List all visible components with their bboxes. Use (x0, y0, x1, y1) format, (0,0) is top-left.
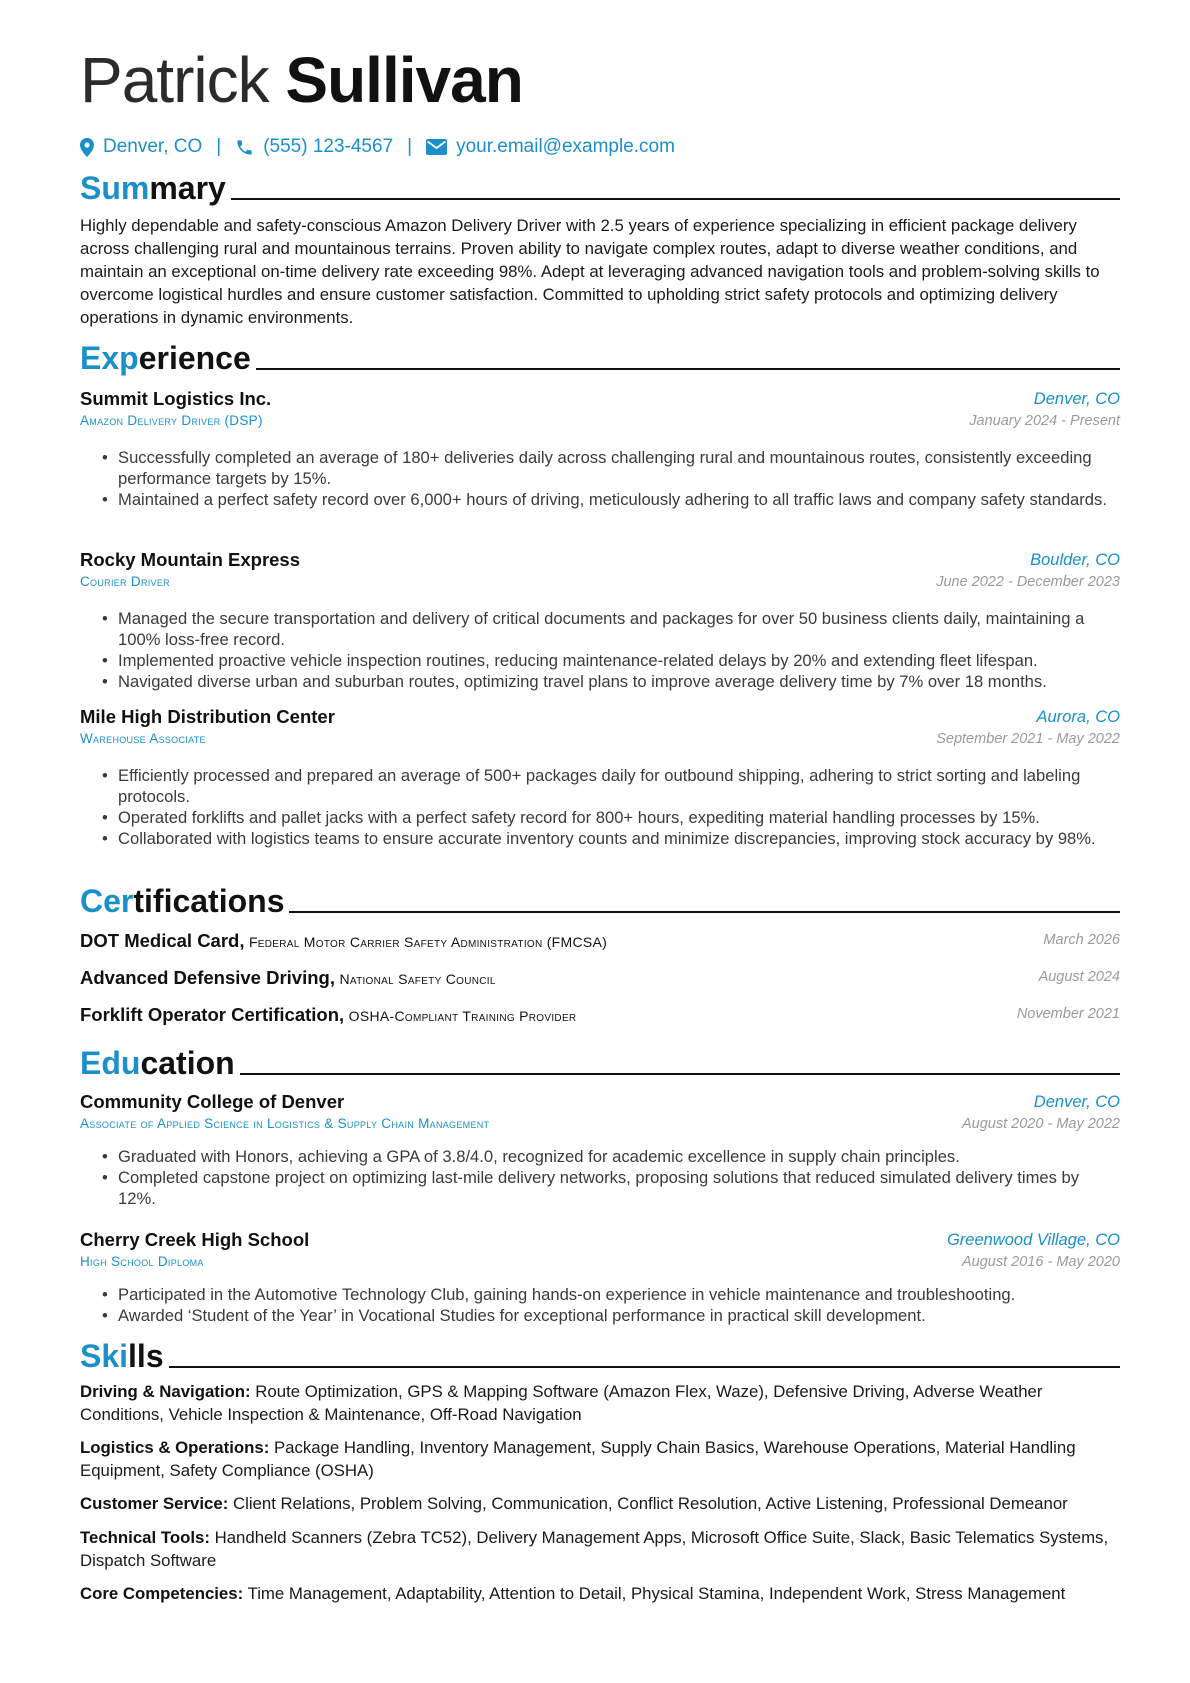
skill-group-label: Logistics & Operations: (80, 1438, 270, 1457)
heading-rule (169, 1366, 1120, 1368)
bullet-list (80, 1146, 1120, 1209)
certification-item: Advanced Defensive Driving, National Safety Council August 2024 (80, 967, 1120, 988)
map-pin-icon (80, 138, 94, 157)
experience-heading (80, 337, 1120, 377)
bullet-list (80, 1284, 1120, 1326)
school-name: Cherry Creek High School (80, 1229, 310, 1250)
degree: Associate of Applied Science in Logistics & Supply Chain Management (80, 1116, 490, 1131)
heading-rest: cation (140, 1045, 235, 1081)
phone-icon (235, 138, 254, 157)
bullet-item: • Implemented proactive vehicle inspection routines, reducing maintenance-related delays by 20% and extending fleet lifespan. (80, 650, 1120, 671)
location-text: Denver, CO (103, 136, 203, 157)
education-dates: August 2016 - May 2020 (962, 1254, 1120, 1270)
certification-item: Forklift Operator Certification, OSHA-Compliant Training Provider November 2021 (80, 1004, 1120, 1025)
heading-accent: Cer (80, 883, 134, 919)
bullet-item: • Successfully completed an average of 180+ deliveries daily across challenging rural and mountainous routes, consistently exceeding performance targets by 15%. (80, 447, 1120, 489)
bullet-item: • Operated forklifts and pallet jacks with a perfect safety record for 800+ hours, expediting material handling processes by 15%. (80, 807, 1120, 828)
bullet-item: • Maintained a perfect safety record over 6,000+ hours of driving, meticulously adhering to all traffic laws and company safety standards. (80, 489, 1120, 510)
education-dates: August 2020 - May 2022 (962, 1116, 1120, 1132)
employer-location: Denver, CO (1033, 390, 1120, 408)
job-dates: June 2022 - December 2023 (936, 574, 1120, 590)
job-title: Courier Driver (80, 574, 170, 589)
phone-text[interactable]: (555) 123-4567 (263, 136, 394, 157)
heading-rule (289, 911, 1120, 913)
certification-issuer: Federal Motor Carrier Safety Administration (FMCSA) (248, 934, 608, 950)
last-name: Sullivan (285, 44, 523, 116)
skill-group (80, 1492, 1120, 1515)
certification-issuer: National Safety Council (339, 971, 496, 987)
bullet-list (80, 608, 1120, 692)
bullet-list (80, 765, 1120, 849)
bullet-list (80, 447, 1120, 510)
contact-separator: | (407, 136, 413, 157)
heading-rest: mary (149, 170, 226, 206)
contact-email[interactable] (426, 136, 675, 158)
skills-heading (80, 1335, 1120, 1375)
job-dates: January 2024 - Present (969, 413, 1120, 429)
employer-location: Aurora, CO (1036, 708, 1120, 726)
skill-group (80, 1582, 1120, 1605)
heading-rule (256, 368, 1120, 370)
heading-accent: Sum (80, 170, 150, 206)
skill-group-items: Package Handling, Inventory Management, Supply Chain Basics, Warehouse Operations, Material Handling Equipment, Safety Compliance (OSHA) (80, 1438, 1076, 1480)
skill-group-label: Driving & Navigation: (80, 1382, 251, 1401)
skill-group (80, 1526, 1120, 1572)
email-link[interactable]: your.email@example.com (456, 136, 675, 157)
school-location: Denver, CO (1033, 1093, 1120, 1111)
candidate-name (80, 42, 523, 118)
certification-name: Forklift Operator Certification (80, 1004, 340, 1025)
contact-phone[interactable] (235, 136, 393, 158)
skill-group-label: Core Competencies: (80, 1584, 244, 1603)
skill-group-items: Handheld Scanners (Zebra TC52), Delivery Management Apps, Microsoft Office Suite, Slack, Basic Telematics Systems, Dispatch Software (80, 1528, 1109, 1570)
heading-accent: Exp (80, 340, 139, 376)
employer-name: Summit Logistics Inc. (80, 388, 272, 409)
certifications-heading (80, 880, 1120, 920)
job-title: Warehouse Associate (80, 731, 206, 746)
certification-issuer: OSHA-Compliant Training Provider (348, 1008, 577, 1024)
bullet-item: • Navigated diverse urban and suburban routes, optimizing travel plans to improve average delivery time by 7% over 18 months. (80, 671, 1120, 692)
certification-name: DOT Medical Card (80, 930, 240, 951)
bullet-item: • Completed capstone project on optimizing last-mile delivery networks, proposing solutions that reduced simulated delivery times by 12%. (80, 1167, 1120, 1209)
employer-name: Mile High Distribution Center (80, 706, 335, 727)
employer-location: Boulder, CO (1030, 551, 1120, 569)
education-heading (80, 1042, 1120, 1082)
certification-item: DOT Medical Card, Federal Motor Carrier Safety Administration (FMCSA) March 2026 (80, 930, 1120, 951)
envelope-icon (426, 139, 447, 155)
heading-accent: Edu (80, 1045, 141, 1081)
job-dates: September 2021 - May 2022 (936, 731, 1120, 747)
certification-name: Advanced Defensive Driving (80, 967, 330, 988)
summary-text: Highly dependable and safety-conscious Amazon Delivery Driver with 2.5 years of experience specializing in efficient package delivery across challenging rural and mountainous terrains. Proven ability to navigate complex routes, adapt to diverse weather conditions, and maintain an exceptional on-time delivery rate exceeding 98%. Adept at leveraging advanced navigation tools and problem-solving skills to overcome logistical hurdles and ensure customer satisfaction. Committed to upholding strict safety protocols and optimizing delivery operations in dynamic environments. (80, 216, 1100, 327)
skill-group-label: Technical Tools: (80, 1528, 210, 1547)
bullet-item: • Graduated with Honors, achieving a GPA of 3.8/4.0, recognized for academic excellence in supply chain principles. (80, 1146, 1120, 1167)
contact-separator: | (216, 136, 222, 157)
bullet-item: • Awarded ‘Student of the Year’ in Vocational Studies for exceptional performance in practical skill development. (80, 1305, 1120, 1326)
skill-group-items: Time Management, Adaptability, Attention to Detail, Physical Stamina, Independent Work, Stress Management (247, 1584, 1066, 1603)
heading-rest: lls (128, 1338, 164, 1374)
certification-date: August 2024 (1038, 969, 1120, 985)
heading-rule (240, 1073, 1120, 1075)
school-name: Community College of Denver (80, 1091, 345, 1112)
skill-group (80, 1380, 1120, 1426)
heading-accent: Ski (80, 1338, 129, 1374)
skill-group-items: Client Relations, Problem Solving, Communication, Conflict Resolution, Active Listening, Professional Demeanor (232, 1494, 1068, 1513)
job-title: Amazon Delivery Driver (DSP) (80, 413, 263, 428)
contact-location (80, 136, 202, 158)
skill-group-items: Route Optimization, GPS & Mapping Software (Amazon Flex, Waze), Defensive Driving, Adverse Weather Conditions, Vehicle Inspection & Maintenance, Off-Road Navigation (80, 1382, 1043, 1424)
employer-name: Rocky Mountain Express (80, 549, 301, 570)
degree: High School Diploma (80, 1254, 204, 1269)
certification-date: March 2026 (1043, 932, 1120, 948)
bullet-item: • Participated in the Automotive Technology Club, gaining hands-on experience in vehicle maintenance and troubleshooting. (80, 1284, 1120, 1305)
first-name: Patrick (80, 44, 269, 116)
skill-group-label: Customer Service: (80, 1494, 229, 1513)
bullet-item: • Managed the secure transportation and delivery of critical documents and packages for over 50 business clients daily, maintaining a 100% loss-free record. (80, 608, 1120, 650)
bullet-item: • Collaborated with logistics teams to ensure accurate inventory counts and minimize discrepancies, improving stock accuracy by 98%. (80, 828, 1120, 849)
contact-line (80, 131, 675, 163)
heading-rest: tifications (133, 883, 285, 919)
skill-group (80, 1436, 1120, 1482)
heading-rest: erience (138, 340, 251, 376)
heading-rule (231, 198, 1120, 200)
certification-date: November 2021 (1016, 1006, 1120, 1022)
school-location: Greenwood Village, CO (946, 1231, 1120, 1249)
summary-heading (80, 167, 1120, 207)
bullet-item: • Efficiently processed and prepared an average of 500+ packages daily for outbound shipping, adhering to strict sorting and labeling protocols. (80, 765, 1120, 807)
